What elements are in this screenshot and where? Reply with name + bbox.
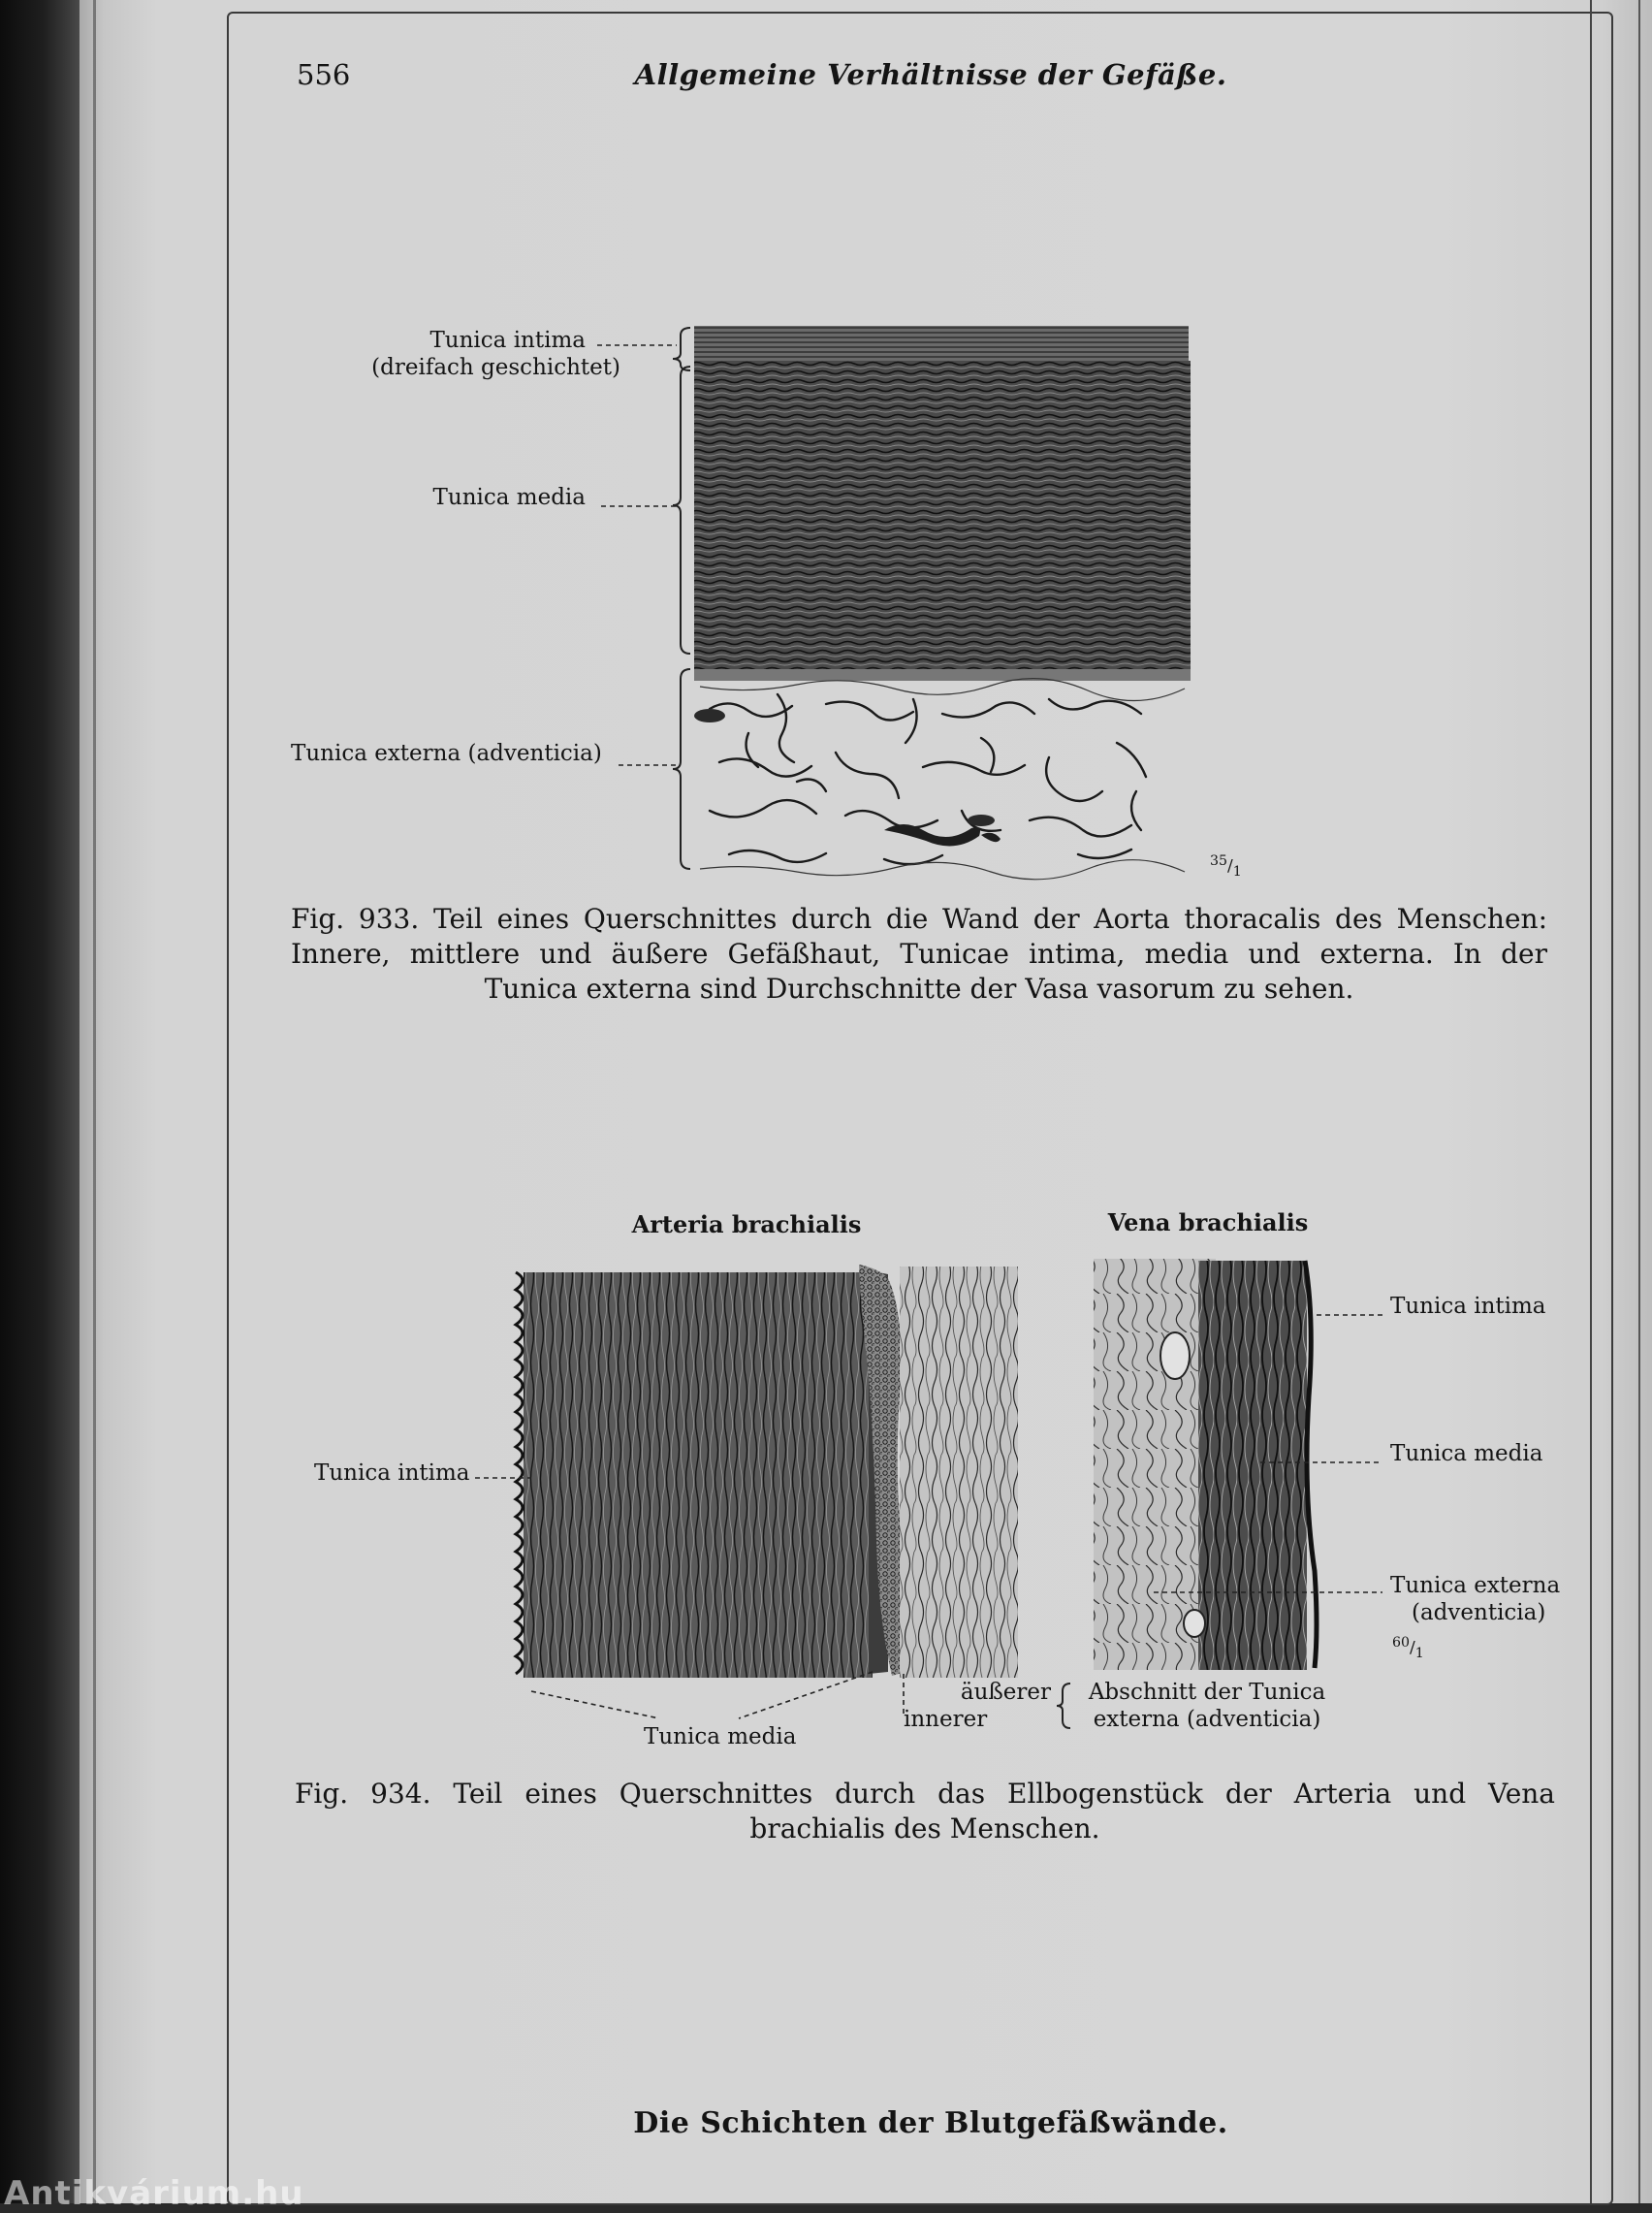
fig934-scale-den: 1 — [1414, 1646, 1424, 1662]
watermark-logo: Antikvárium.hu — [4, 2174, 304, 2213]
fig933-caption-line1: Fig. 933. Teil eines Querschnittes durch die Wand der Aorta thoracalis des Menschen: — [291, 903, 1547, 935]
fig933-scale-den: 1 — [1232, 864, 1242, 881]
fig934-scale: $^{60}/_1$ — [1392, 1635, 1424, 1662]
label-vein-adventicia: (adventicia) — [1412, 1600, 1546, 1625]
label-ausserer: äußerer — [960, 1680, 1051, 1705]
running-head: Allgemeine Verhältnisse der Gefäße. — [634, 58, 1227, 91]
label-vein-externa: Tunica externa — [1390, 1573, 1561, 1598]
fig933-caption-line3: Tunica externa sind Durchschnitte der Vasa vasorum zu sehen. — [484, 973, 1354, 1005]
label-vein-media: Tunica media — [1390, 1441, 1543, 1466]
label-aorta-intima: Tunica intima — [429, 328, 586, 353]
label-aorta-externa: Tunica externa (adventicia) — [291, 741, 602, 766]
fig933-scale: $^{35}/_1$ — [1210, 853, 1242, 881]
label-artery-media: Tunica media — [644, 1724, 797, 1749]
label-innerer: innerer — [904, 1707, 988, 1732]
fig934-caption — [295, 1777, 1555, 1846]
label-artery-intima: Tunica intima — [314, 1460, 470, 1486]
fig934-title-artery: Arteria brachialis — [631, 1210, 862, 1238]
label-abschnitt-externa: externa (adventicia) — [1093, 1707, 1321, 1732]
fig934-caption-line2: brachialis des Menschen. — [749, 1812, 1100, 1844]
fig934-caption-line1: Fig. 934. Teil eines Querschnittes durch das Ellbogenstück der Arteria und Vena — [295, 1778, 1555, 1810]
label-abschnitt: Abschnitt der Tunica — [1088, 1680, 1326, 1705]
plate-title: Die Schichten der Blutgefäßwände. — [633, 2106, 1228, 2140]
fig934-scale-num: 60 — [1392, 1635, 1411, 1651]
fig933-caption-line2: Innere, mittlere und äußere Gefäßhaut, Tunicae intima, media und externa. In der — [291, 938, 1547, 970]
page-number: 556 — [297, 58, 351, 91]
fig934-title-vein: Vena brachialis — [1107, 1208, 1309, 1236]
label-vein-intima: Tunica intima — [1390, 1294, 1546, 1319]
label-aorta-media: Tunica media — [432, 485, 586, 510]
fig933-scale-num: 35 — [1210, 853, 1228, 869]
label-aorta-intima-note: (dreifach geschichtet) — [371, 355, 620, 380]
